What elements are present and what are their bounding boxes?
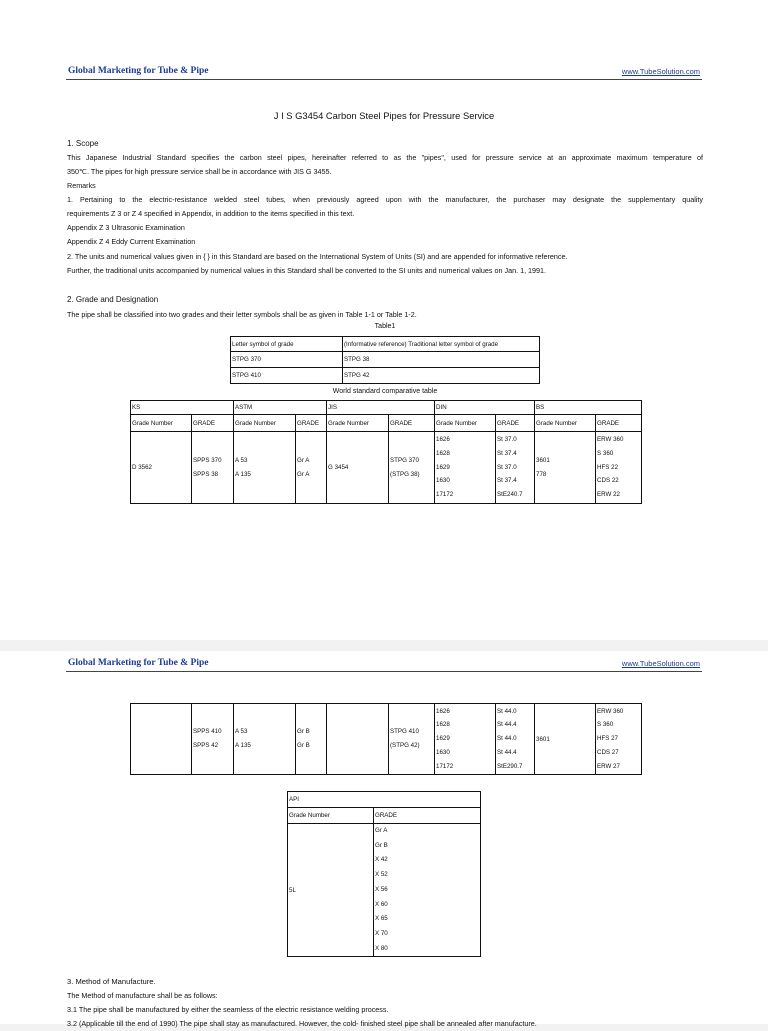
din-grade-numbers: 1626 1628 1629 1630 17172	[435, 704, 496, 775]
table1-caption: Table1	[374, 323, 396, 330]
sub-header: GRADE	[596, 415, 642, 432]
jis-grades: STPG 370 (STPG 38)	[389, 432, 435, 504]
page-header	[68, 658, 700, 680]
standard-din: DIN	[435, 401, 535, 415]
bs-grade-numbers: 3601 778	[535, 432, 596, 504]
grade-text: The pipe shall be classified into two grades and their letter symbols shall be as given in Table 1-1 or Table 1-2.	[67, 310, 417, 319]
website-link[interactable]: www.TubeSolution.com	[621, 67, 700, 76]
api-grade-number: 5L	[288, 824, 374, 957]
remark-1-line-2: requirements Z 3 or Z 4 specified in Appendix, in addition to the items specified in this text.	[67, 209, 355, 218]
standard-bs: BS	[535, 401, 642, 415]
remark-1-line-1: 1. Pertaining to the electric-resistance welded steel tubes, when previously agreed upon with the manufacturer, the purchaser may designate the supplementary quality	[67, 195, 703, 204]
method-3-2: 3.2 (Applicable till the end of 1990) The pipe shall stay as manufactured. However, the cold- finished steel pipe shall be annealed after manufacture.	[67, 1019, 537, 1028]
website-link[interactable]: www.TubeSolution.com	[621, 659, 700, 668]
table-header: Letter symbol of grade	[231, 337, 343, 352]
scope-text-line-2: 350℃. The pipes for high pressure service shall be in accordance with JIS G 3455.	[67, 167, 332, 176]
din-grade-numbers: 1626 1628 1629 1630 17172	[435, 432, 496, 504]
scope-text-line-1: This Japanese Industrial Standard specifies the carbon steel pipes, hereinafter referred to as the "pipes", used for pressure service at an approximate maximum temperature of	[67, 153, 703, 162]
sub-header: Grade Number	[131, 415, 192, 432]
astm-grades: Gr A Gr A	[296, 432, 327, 504]
standard-jis: JIS	[327, 401, 435, 415]
api-title: API	[288, 792, 481, 808]
world-table-caption: World standard comparative table	[332, 388, 438, 395]
sub-header: GRADE	[374, 808, 481, 824]
sub-header: Grade Number	[535, 415, 596, 432]
sub-header: GRADE	[192, 415, 234, 432]
jis-grade-number	[327, 704, 389, 775]
api-grades: Gr A Gr B X 42 X 52 X 56 X 60 X 65 X 70 X 80	[374, 824, 481, 957]
appendix-z4: Appendix Z 4 Eddy Current Examination	[67, 237, 196, 246]
astm-grades: Gr B Gr B	[296, 704, 327, 775]
din-grades: St 44.0 St 44.4 St 44.0 St 44.4 StE290.7	[496, 704, 535, 775]
page-header	[68, 66, 700, 88]
remarks-label: Remarks	[67, 181, 96, 190]
header-rule	[66, 79, 702, 80]
table-header: (Informative reference) Traditional letter symbol of grade	[343, 337, 540, 352]
ks-grade-number	[131, 704, 192, 775]
table-row	[131, 432, 642, 504]
standard-ks: KS	[131, 401, 234, 415]
table-cell: STPG 38	[343, 352, 540, 368]
section-heading-method: 3. Method of Manufacture.	[67, 977, 156, 986]
standard-astm: ASTM	[234, 401, 327, 415]
jis-grades: STPG 410 (STPG 42)	[389, 704, 435, 775]
world-standard-table-continued	[130, 703, 642, 775]
table-row	[131, 704, 642, 775]
sub-header: Grade Number	[327, 415, 389, 432]
sub-header: GRADE	[496, 415, 535, 432]
din-grades: St 37.0 St 37.4 St 37.0 St 37.4 StE240.7	[496, 432, 535, 504]
table-cell: STPG 410	[231, 368, 343, 384]
table-row	[288, 824, 481, 957]
api-table	[287, 791, 481, 957]
document-title: J I S G3454 Carbon Steel Pipes for Pressure Service	[273, 110, 495, 121]
astm-grade-numbers: A 53 A 135	[234, 704, 296, 775]
section-heading-scope: 1. Scope	[67, 139, 99, 148]
sub-header: GRADE	[296, 415, 327, 432]
remark-2-line-2: Further, the traditional units accompanied by numerical values in this Standard shall be converted to the SI units and numerical values on Jan. 1, 1991.	[67, 266, 547, 275]
table1-grade-symbols	[230, 336, 540, 384]
astm-grade-numbers: A 53 A 135	[234, 432, 296, 504]
ks-grade-number: D 3562	[131, 432, 192, 504]
sub-header: Grade Number	[234, 415, 296, 432]
world-standard-table	[130, 400, 642, 504]
section-heading-grade: 2. Grade and Designation	[67, 295, 159, 304]
company-name: Global Marketing for Tube & Pipe	[68, 66, 209, 76]
sub-header: Grade Number	[435, 415, 496, 432]
header-rule	[66, 671, 702, 672]
jis-grade-number: G 3454	[327, 432, 389, 504]
sub-header: GRADE	[389, 415, 435, 432]
document-page-2	[0, 651, 768, 1028]
bs-grades: ERW 360 S 360 HFS 22 CDS 22 ERW 22	[596, 432, 642, 504]
bs-grade-number: 3601	[535, 704, 596, 775]
bs-grades: ERW 360 S 360 HFS 27 CDS 27 ERW 27	[596, 704, 642, 775]
method-intro: The Method of manufacture shall be as follows:	[67, 991, 218, 1000]
table-cell: STPG 42	[343, 368, 540, 384]
ks-grades: SPPS 370 SPPS 38	[192, 432, 234, 504]
company-name: Global Marketing for Tube & Pipe	[68, 658, 209, 668]
ks-grades: SPPS 410 SPPS 42	[192, 704, 234, 775]
method-3-1: 3.1 The pipe shall be manufactured by either the seamless of the electric resistance welding process.	[67, 1005, 389, 1014]
table-cell: STPG 370	[231, 352, 343, 368]
remark-2-line-1: 2. The units and numerical values given in { } in this Standard are based on the International System of Units (SI) and are appended for informative reference.	[67, 252, 568, 261]
appendix-z3: Appendix Z 3 Ultrasonic Examination	[67, 223, 185, 232]
sub-header: Grade Number	[288, 808, 374, 824]
